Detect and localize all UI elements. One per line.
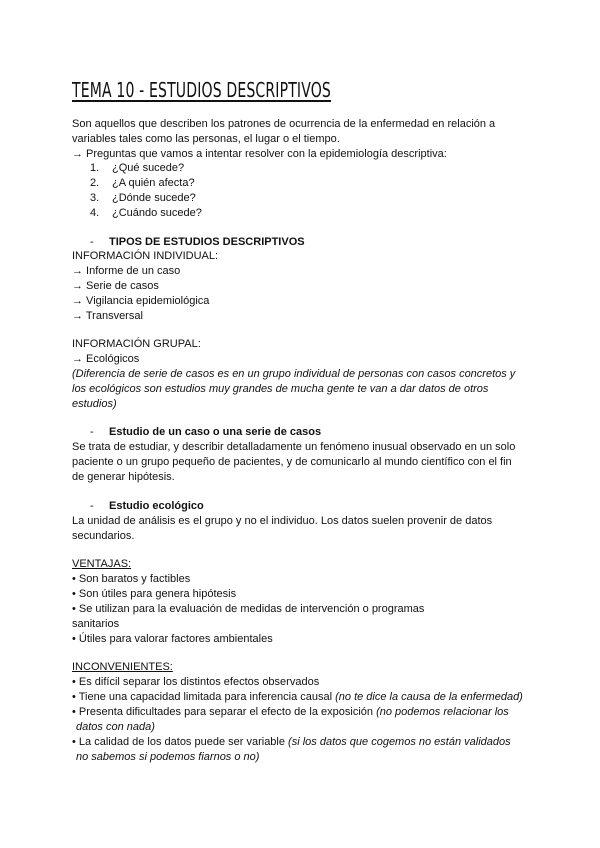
list-item: → Serie de casos [72,280,159,292]
caso-paragraph: Se trata de estudiar, y describir detalladamente un fenómeno inusual observado en un solo paciente o un grupo pequeño de pacientes, y de comunicarlo al mundo científico con el fin de generar hipótesis. [72,441,516,483]
intro-line-3: → Preguntas que vamos a intentar resolver con la epidemiología descriptiva: [72,148,447,160]
note-line: estudios) [72,398,117,410]
individual-info [72,249,542,324]
intro-line-1: Son aquellos que describen los patrones de ocurrencia de la enfermedad en relación a [72,118,496,130]
group-label: INFORMACIÓN GRUPAL: [72,338,201,350]
intro-line-2: variables tales como las personas, el lugar o el tiempo. [72,133,340,145]
list-item: → Transversal [72,310,143,322]
page-title: TEMA 10 - ESTUDIOS DESCRIPTIVOS [72,78,331,102]
list-item: • Presenta dificultades para separar el efecto de la exposición (no podemos relacionar los [72,706,509,718]
list-item: • Útiles para valorar factores ambientales [72,633,273,645]
individual-label: INFORMACIÓN INDIVIDUAL: [72,250,219,262]
list-item: 3. ¿Dónde sucede? [90,192,196,204]
intro-paragraph [72,117,542,162]
list-item-continuation: no sabemos si podemos fiarnos o no) [76,751,260,763]
list-item: → Informe de un caso [72,265,181,277]
list-item: sanitarios [72,618,120,630]
list-item: • Son baratos y factibles [72,573,191,585]
list-item: • Es difícil separar los distintos efectos observados [72,676,320,688]
list-item: → Ecológicos [72,353,140,365]
list-item: 4. ¿Cuándo sucede? [90,207,202,219]
list-item-continuation: datos con nada) [76,721,155,733]
list-item: • Tiene una capacidad limitada para inferencia causal (no te dice la causa de la enfermedad) [72,691,523,703]
section-heading-caso: - Estudio de un caso o una serie de casos [90,426,322,438]
group-info [72,337,542,412]
ecologico-paragraph: La unidad de análisis es el grupo y no el individuo. Los datos suelen provenir de datos secundarios. [72,515,493,542]
list-item: • Se utilizan para la evaluación de medidas de intervención o programas [72,603,425,615]
note-line: (Diferencia de serie de casos es en un grupo individual de personas con casos concretos y [72,368,516,380]
ventajas-list [72,557,542,647]
questions-list [90,161,202,221]
list-item: 2. ¿A quién afecta? [90,177,195,189]
section-heading-tipos: - TIPOS DE ESTUDIOS DESCRIPTIVOS [90,236,305,248]
list-item: → Vigilancia epidemiológica [72,295,210,307]
ventajas-label: VENTAJAS: [72,558,132,570]
list-item: • Son útiles para genera hipótesis [72,588,237,600]
inconvenientes-list [72,660,542,765]
list-item: 1. ¿Qué sucede? [90,162,185,174]
inconvenientes-label: INCONVENIENTES: [72,661,173,673]
section-heading-ecologico: - Estudio ecológico [90,500,204,512]
note-line: los ecológicos son estudios muy grandes de mucha gente te van a dar datos de otros [72,383,489,395]
list-item: • La calidad de los datos puede ser variable (si los datos que cogemos no están validados [72,736,511,748]
